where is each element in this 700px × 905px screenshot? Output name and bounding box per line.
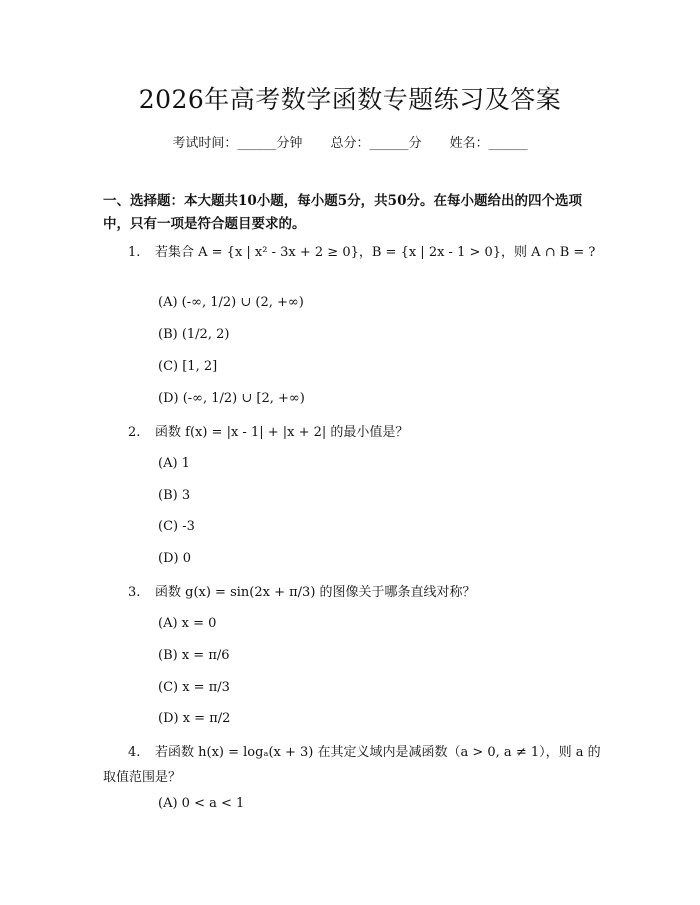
question-text: 函数 g(x) = sin(2x + π/3) 的图像关于哪条直线对称？ [155,585,476,600]
question-text: 若函数 h(x) = logₐ(x + 3) 在其定义域内是减函数（a > 0, a ≠ 1），则 a 的取值范围是？ [103,745,601,785]
question-number: 4. [128,745,141,760]
question-2-option-b: (B) 3 [158,488,191,503]
question-text: 函数 f(x) = |x - 1| + |x + 2| 的最小值是？ [155,425,409,440]
question-2-option-c: (C) -3 [158,519,195,534]
question-text: 若集合 A = {x | x² - 3x + 2 ≥ 0}，B = {x | 2x - 1 > 0}，则 A ∩ B = ? [155,245,596,260]
question-4 [103,740,603,790]
question-3-option-c: (C) x = π/3 [158,680,230,695]
question-1-option-d: (D) (-∞, 1/2) ∪ [2, +∞) [158,391,305,406]
question-3 [103,580,603,605]
page-title: 2026年高考数学函数专题练习及答案 [138,85,562,114]
question-number: 2. [128,425,141,440]
question-1-option-a: (A) (-∞, 1/2) ∪ (2, +∞) [158,295,304,310]
question-2-option-d: (D) 0 [158,551,191,566]
question-number: 3. [128,585,141,600]
section-heading-multiple-choice: 一、选择题：本大题共10小题，每小题5分，共50分。在每小题给出的四个选项中，只有一项是符合题目要求的。 [103,193,582,232]
student-name-field: 姓名：______ [449,136,528,151]
question-number: 1. [128,245,141,260]
question-2-option-a: (A) 1 [158,456,190,471]
question-3-option-a: (A) x = 0 [158,616,217,631]
total-score-field: 总分：______分 [330,136,422,151]
exam-info-line [0,132,700,151]
question-3-option-d: (D) x = π/2 [158,711,231,726]
question-1-option-c: (C) [1, 2] [158,359,218,374]
question-3-option-b: (B) x = π/6 [158,648,230,663]
question-2 [103,420,603,445]
question-4-option-a: (A) 0 < a < 1 [158,796,245,811]
question-1 [103,240,603,265]
question-1-option-b: (B) (1/2, 2) [158,327,230,342]
exam-time-field: 考试时间：______分钟 [172,136,303,151]
